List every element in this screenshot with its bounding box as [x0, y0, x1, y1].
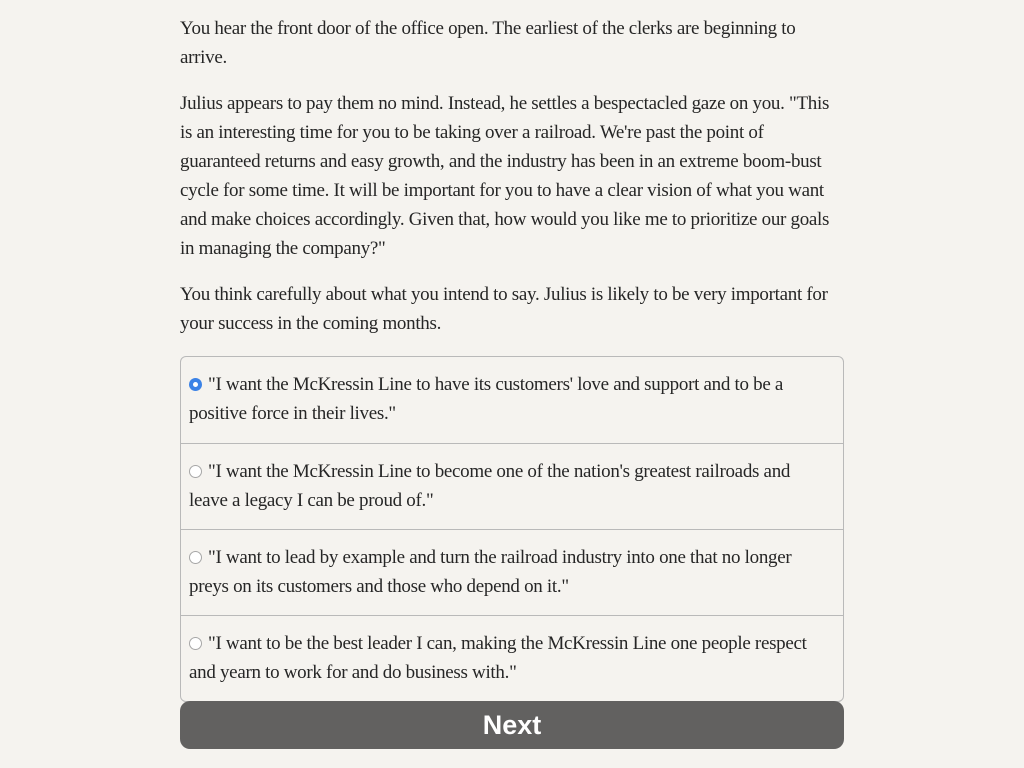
- choice-option-3[interactable]: [181, 529, 843, 615]
- radio-button-selected[interactable]: [189, 378, 202, 391]
- radio-button[interactable]: [189, 465, 202, 478]
- choice-label: "I want to lead by example and turn the railroad industry into one that no longer preys on its customers and those who depend on it.": [189, 547, 792, 597]
- story-paragraph: Julius appears to pay them no mind. Instead, he settles a bespectacled gaze on you. "This is an interesting time for you to be taking over a railroad. We're past the point of guaranteed returns and easy growth, and the industry has been in an extreme boom-bust cycle for some time. It will be important for you to have a clear vision of what you want and make choices accordingly. Given that, how would you like me to prioritize our goals in managing the company?": [180, 93, 830, 259]
- choice-option-4[interactable]: [181, 615, 843, 701]
- choice-option-1[interactable]: [181, 357, 843, 443]
- choice-label: "I want the McKressin Line to have its customers' love and support and to be a positive force in their lives.": [189, 374, 784, 424]
- next-button[interactable]: Next: [180, 701, 844, 749]
- choice-list: [180, 356, 844, 702]
- story-paragraph: You hear the front door of the office open. The earliest of the clerks are beginning to arrive.: [180, 18, 796, 68]
- radio-button[interactable]: [189, 551, 202, 564]
- choice-label: "I want to be the best leader I can, making the McKressin Line one people respect and yearn to work for and do business with.": [189, 633, 807, 683]
- story-content: [180, 14, 844, 702]
- choice-option-2[interactable]: [181, 443, 843, 529]
- choice-label: "I want the McKressin Line to become one of the nation's greatest railroads and leave a legacy I can be proud of.": [189, 461, 791, 511]
- radio-button[interactable]: [189, 637, 202, 650]
- story-paragraph: You think carefully about what you intend to say. Julius is likely to be very important for your success in the coming months.: [180, 284, 828, 334]
